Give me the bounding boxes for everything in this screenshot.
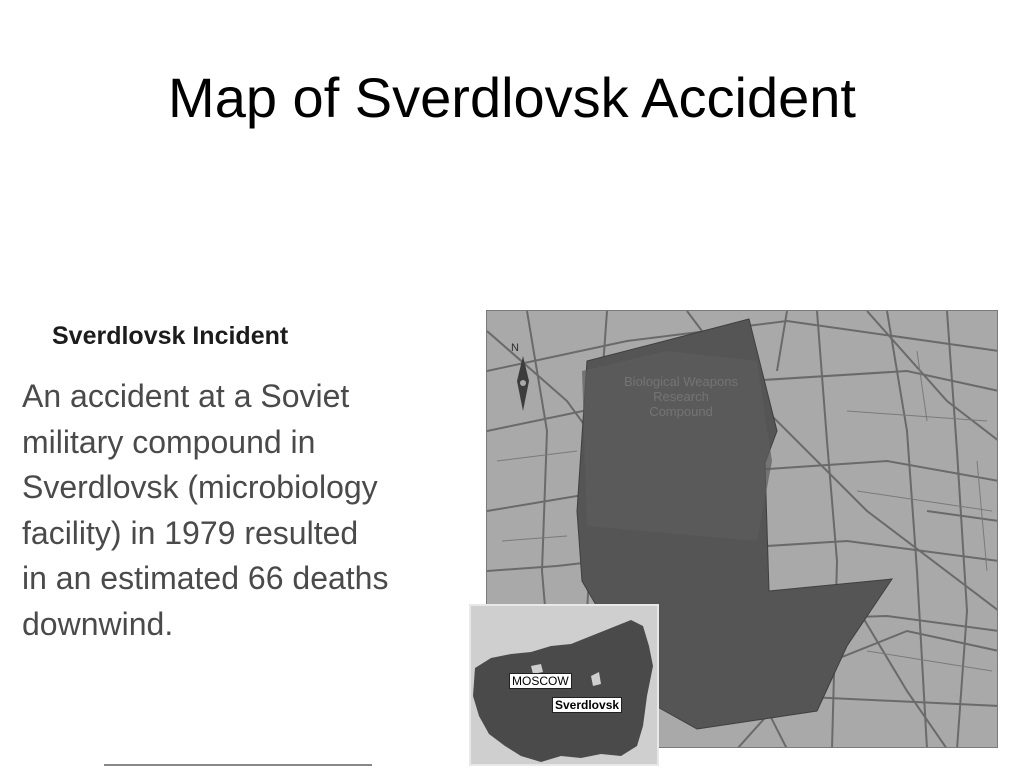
compound-label-line: Research xyxy=(653,389,709,404)
slide-title: Map of Sverdlovsk Accident xyxy=(168,66,856,129)
bottom-divider xyxy=(104,764,372,766)
description-line: military compound in xyxy=(22,423,316,460)
incident-description xyxy=(22,374,472,647)
incident-heading: Sverdlovsk Incident xyxy=(52,322,289,350)
moscow-label: MOSCOW xyxy=(509,673,572,689)
sverdlovsk-label: Sverdlovsk xyxy=(552,697,622,713)
compound-label-line: Compound xyxy=(649,404,713,419)
description-line: facility) in 1979 resulted xyxy=(22,514,359,551)
compound-label-line: Biological Weapons xyxy=(624,374,738,389)
description-line: Sverdlovsk (microbiology xyxy=(22,469,378,505)
description-line: downwind. xyxy=(22,605,174,642)
description-line: in an estimated 66 deaths xyxy=(22,560,389,596)
north-arrow-label: N xyxy=(511,342,519,354)
compound-label xyxy=(596,374,766,419)
description-line: An accident at a Soviet xyxy=(22,378,350,414)
